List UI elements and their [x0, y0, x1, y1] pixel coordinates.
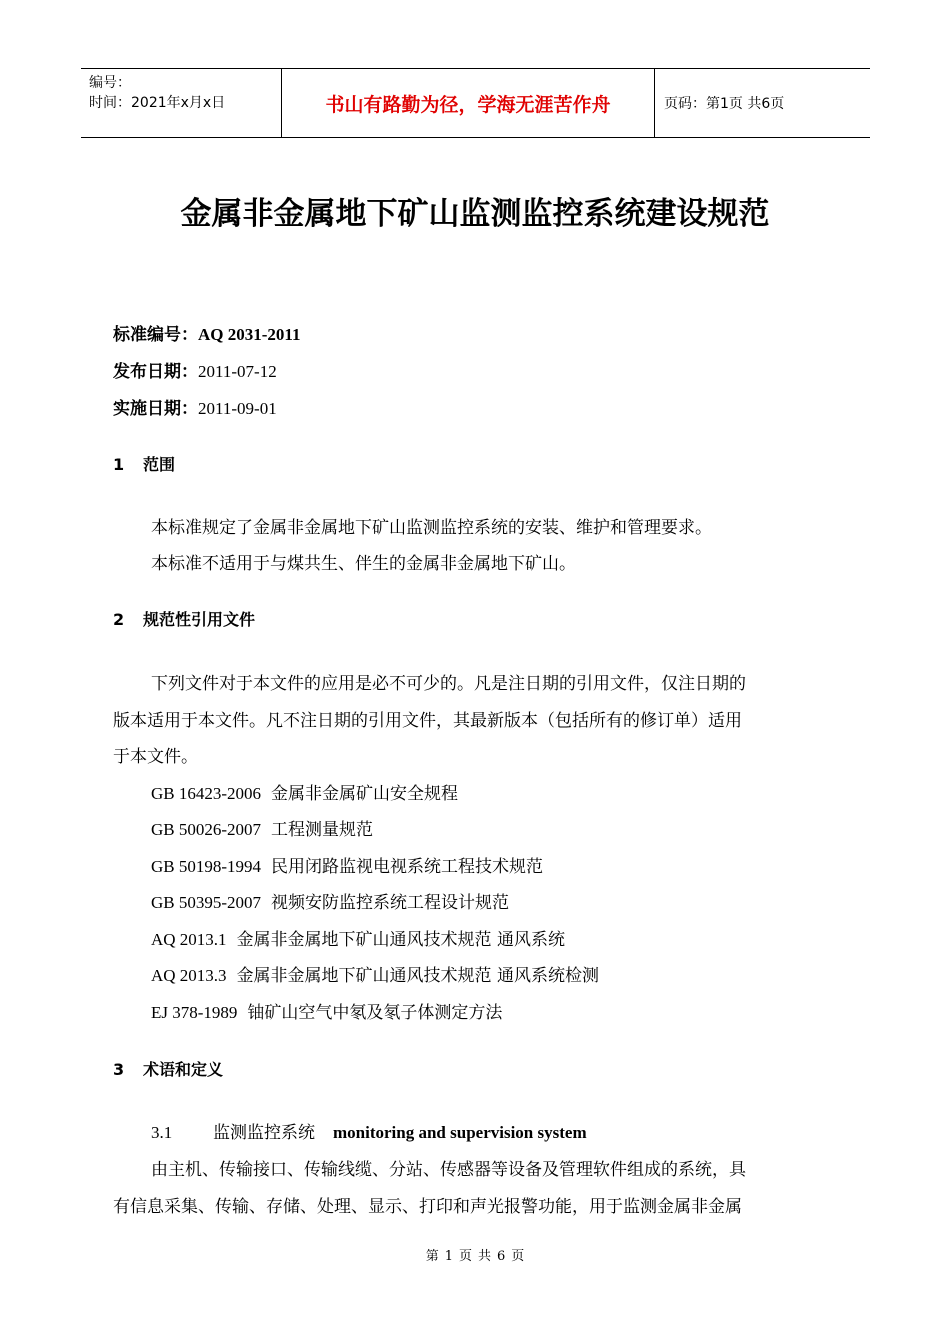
header-info-cell [81, 69, 281, 137]
header-motto: 书山有路勤为径，学海无涯苦作舟 [281, 69, 655, 137]
reference-item [151, 998, 502, 1023]
term-english: monitoring and supervision system [333, 1123, 587, 1142]
section-number: 1 [113, 455, 125, 474]
meta-value: 2011-07-12 [198, 362, 277, 381]
meta-key: 发布日期： [113, 362, 198, 382]
reference-item [151, 925, 565, 950]
term-chinese: 监测监控系统 [213, 1123, 315, 1143]
reference-item [151, 779, 458, 804]
section-title: 规范性引用文件 [143, 610, 256, 629]
document-title: 金属非金属地下矿山监测监控系统建设规范 [180, 196, 770, 232]
header-time: 时间：2021年x月x日 [89, 95, 226, 111]
reference-name: 民用闭路监视电视系统工程技术规范 [271, 857, 544, 877]
reference-item [151, 815, 373, 840]
refs-intro-line-2: 版本适用于本文件。凡不注日期的引用文件，其最新版本（包括所有的修订单）适用 [113, 711, 742, 731]
reference-code: GB 50026-2007 [151, 820, 262, 839]
footer-page-number: 1 [444, 1249, 453, 1264]
meta-key: 实施日期： [113, 399, 198, 419]
reference-name: 工程测量规范 [271, 820, 374, 840]
reference-name: 铀矿山空气中氡及氡子体测定方法 [247, 1003, 503, 1023]
section-heading-scope [113, 452, 175, 475]
reference-item [151, 961, 599, 986]
reference-name: 金属非金属矿山安全规程 [271, 784, 459, 804]
section-title: 术语和定义 [143, 1060, 224, 1079]
term-definition-line-1: 由主机、传输接口、传输线缆、分站、传感器等设备及管理软件组成的系统，具 [151, 1160, 746, 1180]
scope-paragraph-1: 本标准规定了金属非金属地下矿山监测监控系统的安装、维护和管理要求。 [151, 518, 712, 538]
section-number: 2 [113, 610, 125, 629]
term-heading [151, 1118, 587, 1143]
reference-name: 视频安防监控系统工程设计规范 [271, 893, 510, 913]
meta-publish-date [113, 357, 277, 382]
header-page-info: 页码：第1页 共6页 [664, 96, 785, 112]
section-title: 范围 [143, 455, 176, 474]
reference-code: AQ 2013.3 [151, 966, 227, 985]
meta-standard-number [113, 320, 300, 345]
footer-total-pages: 6 [497, 1249, 506, 1264]
refs-intro-line-3: 于本文件。 [113, 747, 198, 767]
footer-text: 页 [511, 1249, 525, 1264]
reference-code: GB 50198-1994 [151, 857, 262, 876]
header-table [81, 68, 870, 138]
refs-intro-line-1: 下列文件对于本文件的应用是必不可少的。凡是注日期的引用文件，仅注日期的 [151, 674, 746, 694]
reference-code: GB 50395-2007 [151, 893, 262, 912]
term-number: 3.1 [151, 1123, 173, 1142]
page-footer [0, 1245, 950, 1264]
scope-paragraph-2: 本标准不适用于与煤共生、伴生的金属非金属地下矿山。 [151, 554, 576, 574]
reference-name: 金属非金属地下矿山通风技术规范 通风系统检测 [236, 966, 599, 986]
meta-value: AQ 2031-2011 [198, 325, 301, 344]
footer-text: 第 [425, 1249, 439, 1264]
section-heading-references [113, 607, 255, 630]
footer-text: 页 [458, 1249, 472, 1264]
meta-key: 标准编号： [113, 325, 198, 345]
header-number: 编号： [89, 75, 131, 91]
footer-text: 共 [478, 1249, 492, 1264]
reference-name: 金属非金属地下矿山通风技术规范 通风系统 [236, 930, 565, 950]
reference-code: EJ 378-1989 [151, 1003, 238, 1022]
term-definition-line-2: 有信息采集、传输、存储、处理、显示、打印和声光报警功能，用于监测金属非金属 [113, 1197, 742, 1217]
section-number: 3 [113, 1060, 125, 1079]
reference-code: AQ 2013.1 [151, 930, 227, 949]
reference-code: GB 16423-2006 [151, 784, 262, 803]
meta-effective-date [113, 394, 277, 419]
meta-value: 2011-09-01 [198, 399, 277, 418]
section-heading-terms [113, 1057, 223, 1080]
reference-item [151, 852, 543, 877]
reference-item [151, 888, 509, 913]
